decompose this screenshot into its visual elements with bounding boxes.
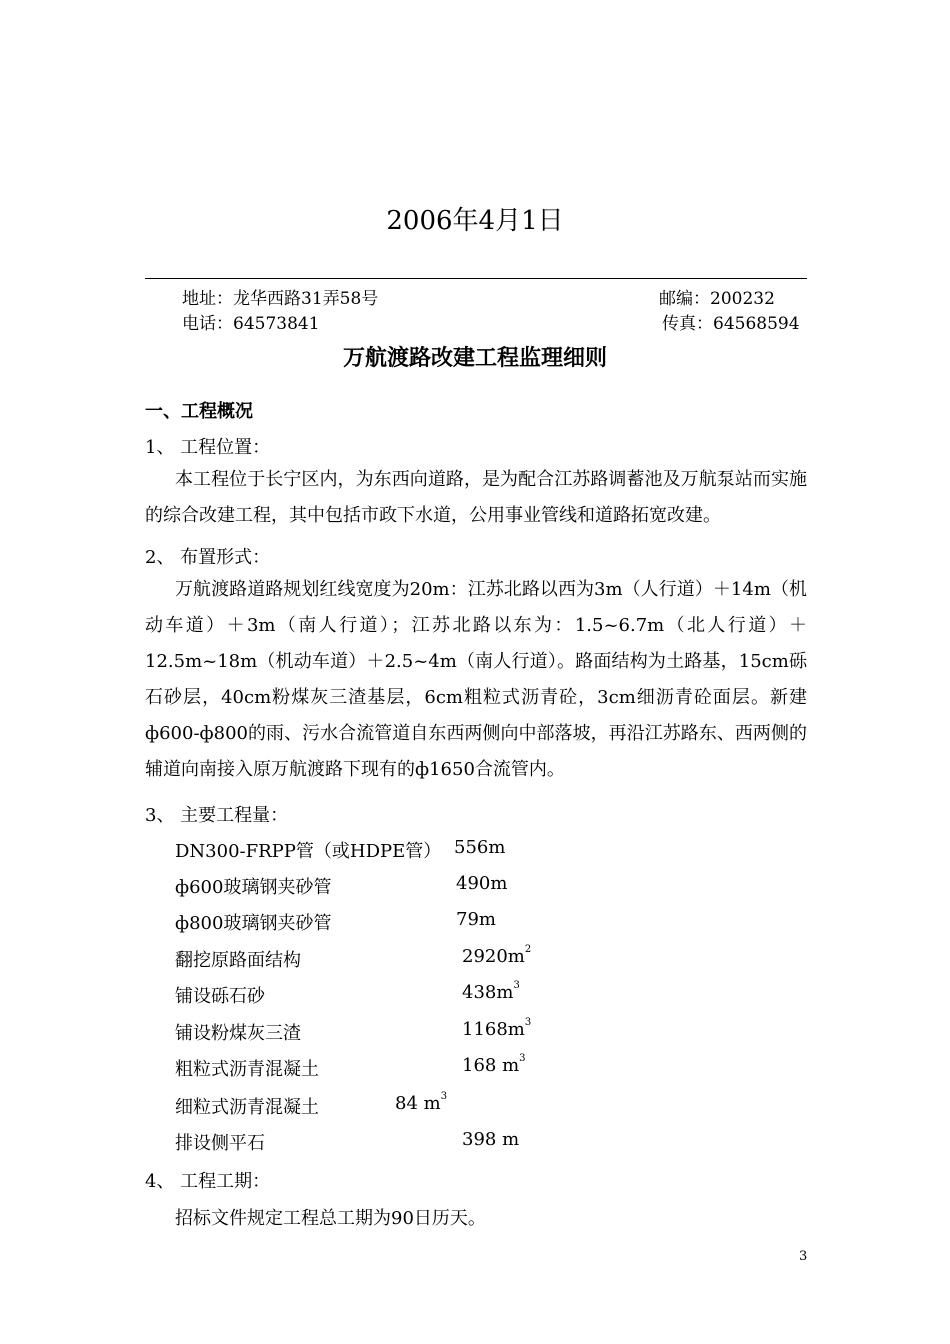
quantity-name: 翻挖原路面结构 — [175, 950, 301, 971]
document-date: 2006年4月1日 — [386, 206, 564, 236]
address-text: 地址：龙华西路31弄58号 — [182, 289, 379, 309]
quantity-value: 398 m — [462, 1129, 520, 1150]
quantity-value: $2920m^2$ — [462, 944, 532, 967]
paragraph-layout: 万航渡路道路规划红线宽度为20m：江苏北路以西为3m（人行道）＋14m（机动车道）＋3m（南人行道）；江苏北路以东为：1.5~6.7m（北人行道）＋12.5m~18m（机动车道）＋2.5~4m（南人行道）。路面结构为土路基，15cm砾石砂层，40cm粉煤灰三渣基层，6cm粗粒式沥青砼，3cm细沥青砼面层。新建ф600-ф800的雨、污水合流管道自东西两侧向中部落坡，再沿江苏路东、西两侧的辅道向南接入原万航渡路下现有的ф1650合流管内。 — [145, 579, 807, 780]
quantity-unit-exponent: 3 — [513, 980, 520, 991]
item-heading-schedule: 4、 工程工期： — [145, 1171, 271, 1192]
quantity-value: 490m — [456, 873, 508, 894]
quantity-name: 细粒式沥青混凝土 — [175, 1097, 319, 1118]
quantity-value: 556m — [454, 837, 506, 858]
quantity-unit-exponent: 2 — [524, 944, 532, 955]
paragraph-schedule: 招标文件规定工程总工期为90日历天。 — [175, 1208, 486, 1229]
quantity-value: 79m — [456, 909, 496, 930]
item-heading-quantities: 3、 主要工程量： — [145, 805, 289, 826]
quantity-name: 排设侧平石 — [175, 1133, 265, 1154]
quantity-name: ф800玻璃钢夹砂管 — [175, 913, 332, 934]
fax-text: 传真：64568594 — [662, 314, 800, 334]
section-heading-overview: 一、工程概况 — [145, 401, 253, 422]
quantity-value: $438m^3$ — [462, 980, 520, 1003]
quantity-name: 铺设砾石砂 — [175, 986, 265, 1007]
postcode-text: 邮编：200232 — [659, 289, 775, 309]
quantity-name: DN300-FRPP管（或HDPE管） — [175, 841, 442, 862]
quantity-name: ф600玻璃钢夹砂管 — [175, 877, 332, 898]
quantity-value: 84 $m^3$ — [395, 1091, 448, 1114]
document-title: 万航渡路改建工程监理细则 — [342, 345, 607, 371]
quantity-value: 168 $m^3$ — [462, 1053, 526, 1076]
paragraph-location: 本工程位于长宁区内，为东西向道路，是为配合江苏路调蓄池及万航泵站而实施的综合改建工程，其中包括市政下水道，公用事业管线和道路拓宽改建。 — [145, 469, 807, 526]
quantity-name: 粗粒式沥青混凝土 — [175, 1059, 319, 1080]
item-heading-location: 1、 工程位置： — [145, 437, 271, 458]
page-number: 3 — [799, 1249, 808, 1264]
header-rule — [145, 278, 807, 279]
quantity-unit-exponent: 3 — [440, 1091, 448, 1102]
phone-text: 电话：64573841 — [182, 314, 320, 334]
quantity-unit-exponent: 3 — [524, 1017, 532, 1028]
quantity-value: $1168m^3$ — [462, 1017, 532, 1040]
item-heading-layout: 2、 布置形式： — [145, 547, 271, 568]
quantity-name: 铺设粉煤灰三渣 — [175, 1023, 301, 1044]
quantity-unit-exponent: 3 — [519, 1053, 526, 1064]
